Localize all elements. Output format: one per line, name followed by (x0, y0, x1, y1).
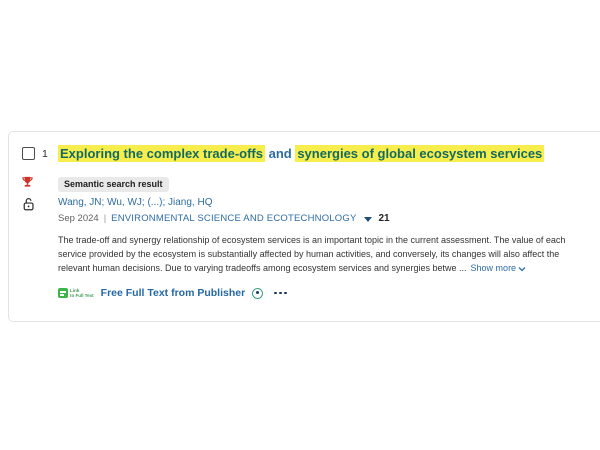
journal-dropdown-caret-icon[interactable] (364, 217, 372, 222)
result-gutter (9, 132, 58, 321)
article-title-link[interactable] (58, 144, 586, 164)
abstract-line-1: The trade-off and synergy relationship of ecosystem services is an important topic in the current assessment. The value of each (58, 235, 566, 245)
abstract-line-3: relevant human decisions. Due to varying tradeoffs among ecosystem services and synergies betwe ... (58, 263, 467, 273)
publication-date: Sep 2024 (58, 213, 99, 224)
result-index: 1 (42, 147, 48, 160)
free-fulltext-link[interactable]: Free Full Text from Publisher (100, 287, 246, 299)
citation-count[interactable]: 21 (378, 213, 390, 224)
select-row (22, 147, 48, 160)
journal-link[interactable]: ENVIRONMENTAL SCIENCE AND ECOTECHNOLOGY (111, 213, 357, 224)
semantic-search-badge: Semantic search result (58, 177, 169, 192)
libkey-fulltext-icon (58, 288, 94, 298)
show-more-label: Show more (470, 263, 517, 273)
endnote-click-icon[interactable] (252, 288, 263, 299)
highly-cited-trophy-icon (20, 175, 35, 190)
abstract-text (58, 233, 576, 275)
badge-row (58, 174, 586, 192)
chevron-down-icon (518, 266, 526, 272)
fulltext-row (58, 287, 586, 299)
title-highlight-2: synergies of global ecosystem services (297, 146, 543, 161)
publication-meta-row (58, 213, 586, 224)
meta-separator: | (103, 213, 107, 224)
libkey-caption-top: Link (70, 288, 80, 293)
libkey-caption-bottom: to Full Text (70, 293, 94, 298)
open-access-lock-icon (22, 196, 35, 212)
more-actions-button[interactable] (274, 292, 287, 295)
libkey-box-icon (58, 288, 68, 298)
result-content (58, 132, 586, 299)
result-checkbox[interactable] (22, 147, 35, 160)
title-highlight-1: Exploring the complex trade-offs (60, 146, 263, 161)
authors-line[interactable]: Wang, JN; Wu, WJ; (...); Jiang, HQ (58, 197, 213, 208)
abstract-line-2: service provided by the ecosystem is substantially affected by human activities, and conversely, its changes will also affect the (58, 249, 560, 259)
title-connector: and (264, 146, 296, 161)
libkey-caption (70, 288, 94, 298)
abstract-line-3-wrap (58, 263, 526, 273)
show-more-link[interactable] (471, 263, 527, 273)
search-result-card (8, 131, 600, 322)
